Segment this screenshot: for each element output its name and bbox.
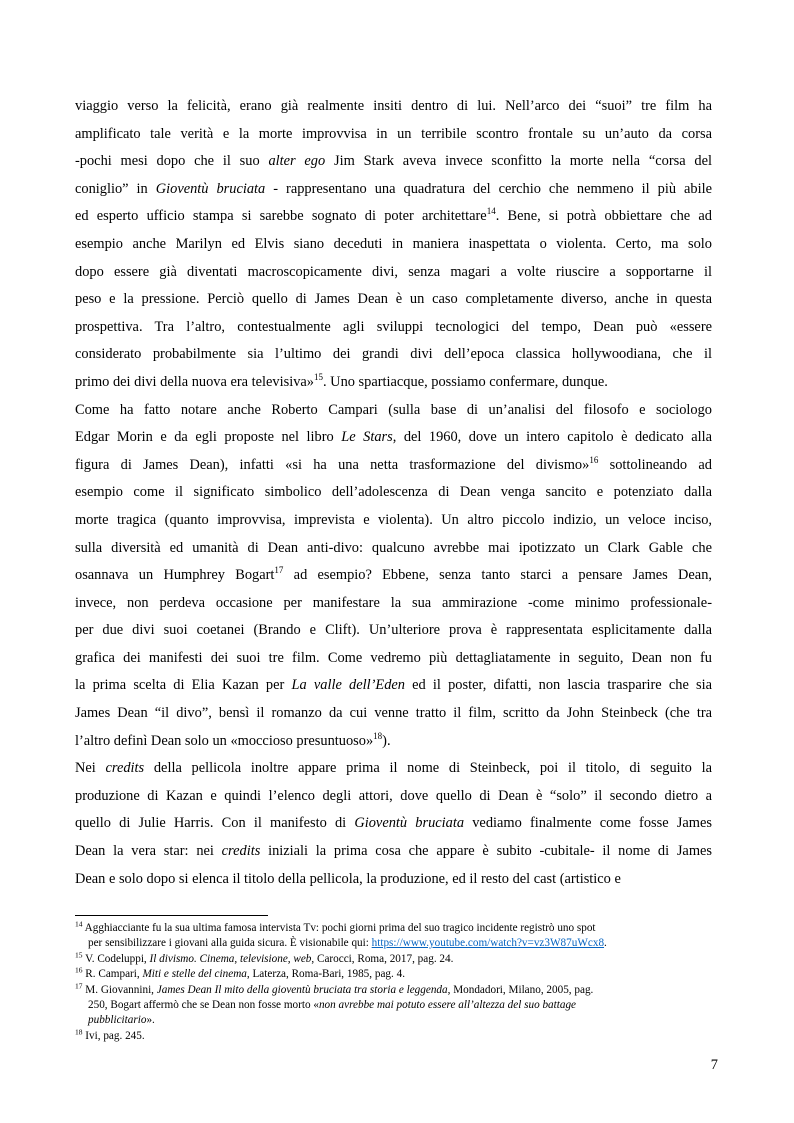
line-text: per due divi suoi coetanei (Brando e Clift). Un’ulteriore prova è rappresentata esplicitamente dalla [75,622,712,639]
italic-text: La valle dell’Eden [291,677,405,694]
body-line [75,866,712,894]
footnote-line [75,936,715,951]
footnote-text: , Carocci, Roma, 2017, pag. 24. [311,952,454,965]
footnote-text: 250, Bogart affermò che se Dean non fosse morto « [88,999,319,1012]
line-text: produzione di Kazan e quindi l’elenco degli attori, dove quello di Dean è “solo” il secondo dietro a [75,787,712,804]
footnote-text: , Mondadori, Milano, 2005, pag. [447,983,594,996]
footnote-italic: pubblicitario [88,1014,147,1027]
line-text: sottolineando ad [598,456,712,473]
line-text: , del 1960, dove un intero capitolo è dedicato alla [392,429,712,446]
line-text: vediamo finalmente come fosse James [464,815,712,832]
footnote-ref: 17 [274,565,284,576]
body-line [75,590,712,618]
footnote-number: 17 [75,980,83,990]
footnote-text: per sensibilizzare i giovani alla guida sicura. È visionabile qui: [88,937,372,950]
line-text: coniglio” in [75,180,156,197]
line-text: amplificato tale verità e la morte improvvisa in un terribile scontro frontale su un’auto da corsa [75,125,712,142]
footnote-ref: 18 [373,730,383,741]
line-text: . Uno spartiacque, possiamo confermare, dunque. [322,373,608,390]
footnote-italic: Miti e stelle del cinema [142,968,247,981]
line-text: primo dei divi della nuova era televisiva» [75,373,314,390]
italic-text: Gioventù bruciata [354,815,465,832]
italic-text: credits [105,760,145,777]
page-number: 7 [710,1057,718,1073]
body-line [75,93,712,121]
line-text: -pochi mesi dopo che il suo [75,153,269,170]
line-text: osannava un Humphrey Bogart [75,567,275,584]
footnote-number: 14 [75,919,83,929]
line-text: ed esperto ufficio stampa si sarebbe sognato di poter architettare [75,208,487,225]
footnote-text: . [604,937,607,950]
body-line [75,148,712,176]
line-text: la prima scelta di Elia Kazan per [75,677,292,694]
footnote-text: ». [146,1014,155,1027]
line-text: Jim Stark aveva invece sconfitto la morte nella “corsa del [325,153,712,170]
footnote-line [75,967,715,982]
line-text: James Dean “il divo”, bensì il romanzo da cui venne tratto il film, scritto da John Steinbeck (che tra [75,705,712,722]
body-line [75,507,712,535]
body-line [75,314,712,342]
footnote-line [75,1029,715,1044]
body-line [75,535,712,563]
youtube-link[interactable]: https://www.youtube.com/watch?v=vz3W87uWcx8 [371,937,605,950]
body-line [75,397,712,425]
body-line [75,700,712,728]
line-text: dopo essere già diventati macroscopicamente divi, senza magari a volte riuscire a sopportarne il [75,263,712,280]
line-text: sulla diversità ed umanità di Dean anti-divo: qualcuno avrebbe mai ipotizzato un Clark Gable che [75,539,712,556]
body-line [75,452,712,480]
body-line [75,783,712,811]
body-line [75,203,712,231]
body-line [75,562,712,590]
body-line [75,286,712,314]
line-text: invece, non perdeva occasione per manifestare la sua ammirazione -come minimo professionale- [75,594,712,611]
line-text: iniziali la prima cosa che appare è subito -cubitale- il nome di James [260,843,712,860]
footnote-text: Ivi, pag. 245. [82,1029,145,1042]
line-text: Come ha fatto notare anche Roberto Campari (sulla base di un’analisi del filosofo e sociologo [75,401,712,418]
line-text: Nei [75,760,106,777]
line-text: ed il poster, difatti, non lascia trasparire che sia [404,677,713,694]
italic-text: credits [221,843,261,860]
footnote-text: , Laterza, Roma-Bari, 1985, pag. 4. [246,968,406,981]
line-text: peso e la pressione. Perciò quello di James Dean è un caso completamente diverso, anche in questa [75,291,712,308]
footnote-italic: Il divismo. Cinema, televisione, web [149,952,312,965]
line-text: . Bene, si potrà obbiettare che ad [495,208,712,225]
footnote-line [75,952,715,967]
line-text: considerato probabilmente sia l’ultimo dei grandi divi dell’epoca classica hollywoodiana, che il [75,346,712,363]
body-line [75,645,712,673]
italic-text: alter ego [268,153,326,170]
footnote-line [75,980,715,998]
footnote-text: Agghiacciante fu la sua ultima famosa intervista Tv: pochi giorni prima del suo tragico incidente registrò uno spot [82,922,596,934]
line-text: esempio anche Marilyn ed Elvis siano deceduti in maniera inaspettata o violenta. Certo, ma solo [75,235,712,252]
footnote-text: M. Giovannini, [82,983,157,996]
footnote-ref: 16 [589,454,599,465]
line-text: Dean la vera star: nei [75,843,222,860]
line-text: viaggio verso la felicità, erano già realmente insiti dentro di lui. Nell’arco dei “suoi” tre film ha [75,98,712,114]
line-text: morte tragica (quanto improvvisa, imprevista e violenta). Un altro piccolo indizio, un veloce inciso, [75,511,712,528]
line-text: esempio come il significato simbolico dell’adolescenza di Dean venga sancito e potenziato dalla [75,484,712,501]
line-text: Edgar Morin e da egli proposte nel libro [75,429,342,446]
body-line [75,424,712,452]
footnote-line [75,998,715,1013]
footnote-italic: non avrebbe mai potuto essere all’altezza del suo battage [318,999,577,1012]
footnote-ref: 15 [313,372,323,383]
footnote-number: 15 [75,950,83,960]
footnote-number: 18 [75,1027,83,1037]
footnote-line [75,921,715,936]
body-line [75,259,712,287]
line-text: Dean e solo dopo si elenca il titolo della pellicola, la produzione, ed il resto del cast (artistico e [75,870,621,887]
footnotes [75,921,715,1044]
footnote-separator [75,915,268,916]
body-line [75,617,712,645]
line-text: grafica dei manifesti dei suoi tre film. Come vedremo più dettagliatamente in seguito, Dean non fu [75,649,712,666]
line-text: ad esempio? Ebbene, senza tanto starci a pensare James Dean, [283,567,712,584]
body-line [75,121,712,149]
line-text: ). [382,732,391,749]
body-line [75,810,712,838]
body-line [75,479,712,507]
italic-text: Gioventù bruciata [155,180,266,197]
line-text: l’altro definì Dean solo un «moccioso presuntuoso» [75,732,374,749]
line-text: prospettiva. Tra l’altro, contestualmente agli sviluppi tecnologici del tempo, Dean può «essere [75,318,712,335]
footnote-text: R. Campari, [82,968,143,981]
footnote-text: V. Codeluppi, [82,952,150,965]
line-text: - rappresentano una quadratura del cerchio che nemmeno il più abile [265,180,712,197]
body-line [75,341,712,369]
line-text: figura di James Dean), infatti «si ha una netta trasformazione del divismo» [75,456,590,473]
body-line [75,672,712,700]
footnote-line [75,1013,715,1028]
italic-text: Le Stars [341,429,393,446]
line-text: della pellicola inoltre appare prima il nome di Steinbeck, poi il titolo, di seguito la [144,760,712,777]
body-line [75,728,712,756]
body-line [75,838,712,866]
footnote-ref: 14 [486,206,496,217]
line-text: quello di Julie Harris. Con il manifesto di [75,815,355,832]
body-line [75,176,712,204]
footnote-number: 16 [75,965,83,975]
body-text [75,93,712,893]
body-line [75,369,712,397]
footnote-italic: James Dean Il mito della gioventù bruciata tra storia e leggenda [156,983,448,996]
body-line [75,231,712,259]
body-line [75,755,712,783]
